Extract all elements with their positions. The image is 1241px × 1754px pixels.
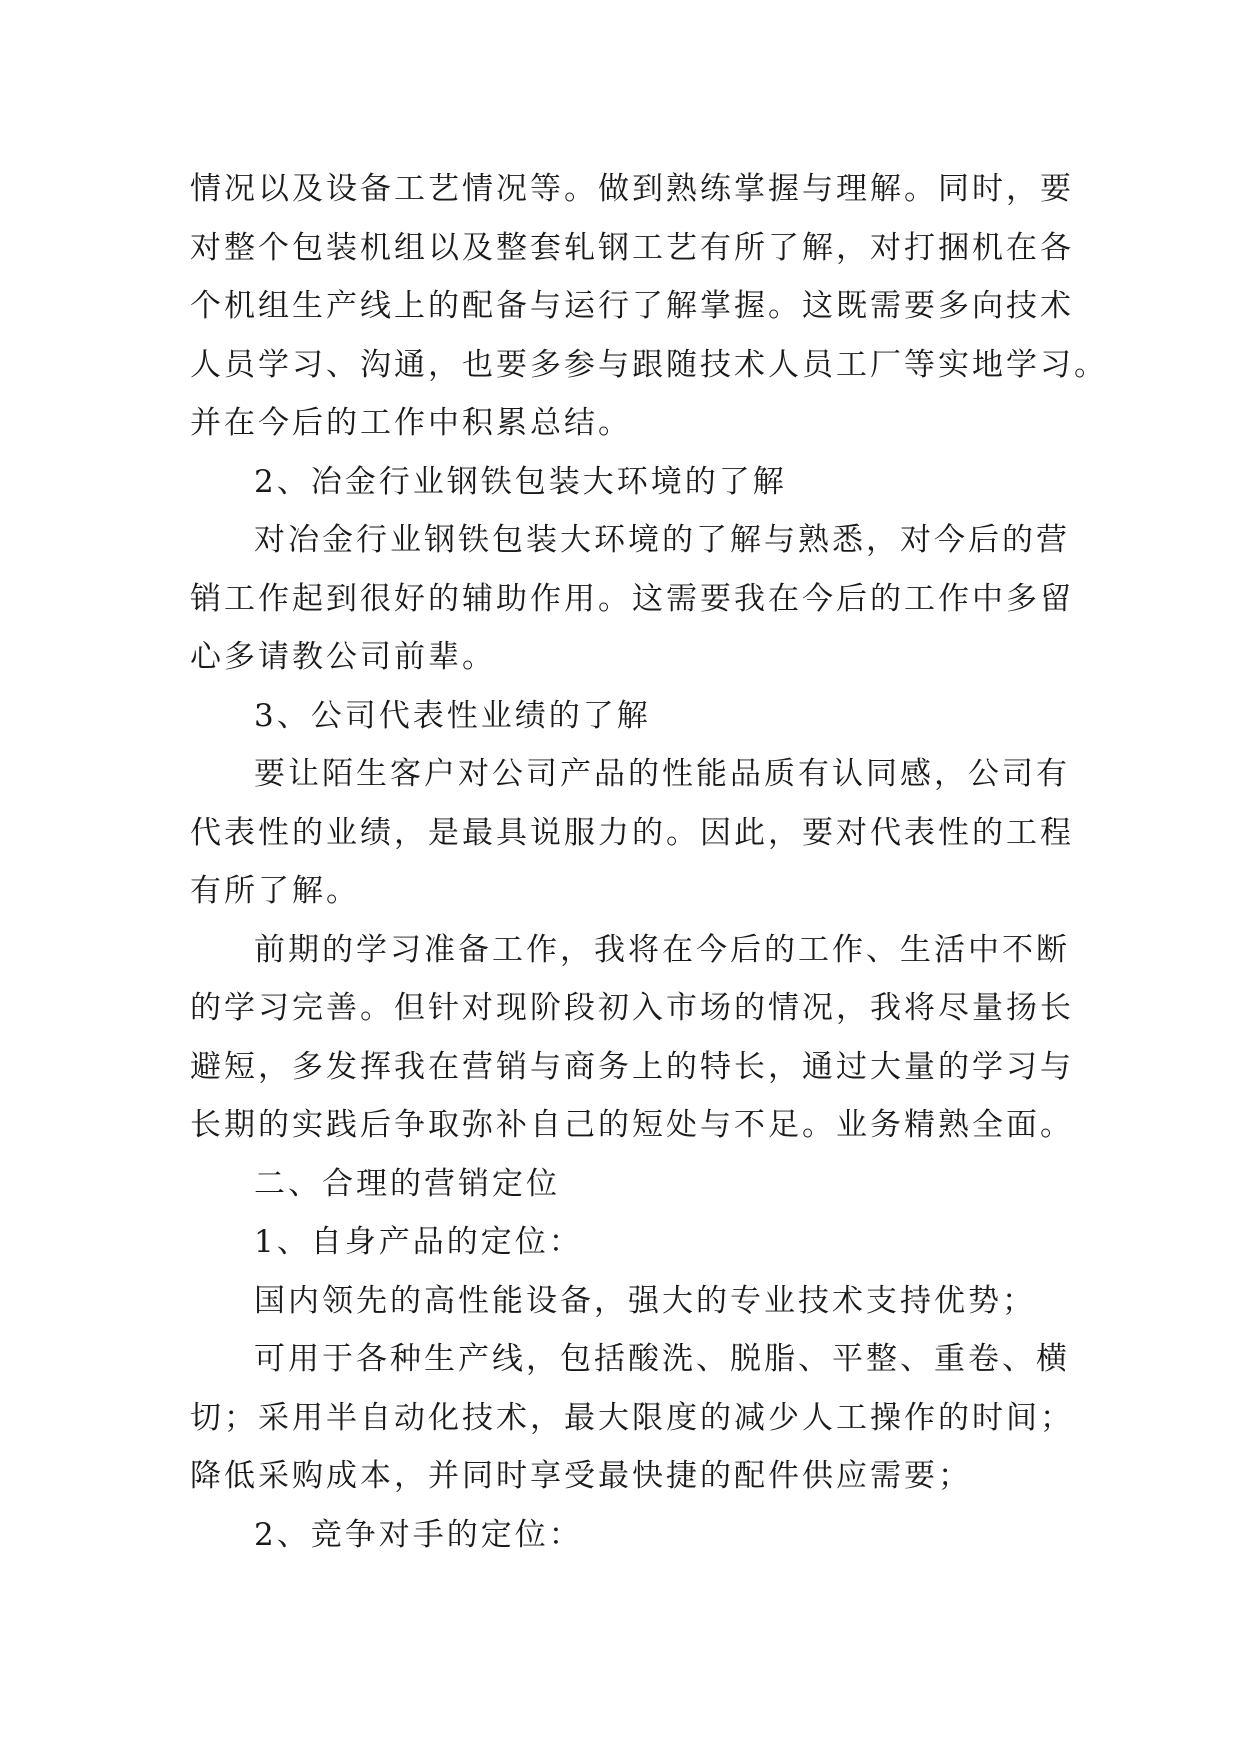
section-heading: 2、竞争对手的定位： (254, 1516, 583, 1553)
text-line: 个机组生产线上的配备与运行了解掌握。这既需要多向技术 (190, 288, 1074, 324)
text-line: 要让陌生客户对公司产品的性能品质有认同感，公司有 (254, 756, 1070, 792)
text-line: 的学习完善。但针对现阶段初入市场的情况，我将尽量扬长 (190, 990, 1074, 1026)
text-line: 长期的实践后争取弥补自己的短处与不足。业务精熟全面。 (190, 1107, 1074, 1143)
section-heading: 1、自身产品的定位： (254, 1224, 583, 1260)
text-line: 对冶金行业钢铁包装大环境的了解与熟悉，对今后的营 (254, 522, 1070, 558)
text-line: 降低采购成本，并同时享受最快捷的配件供应需要； (190, 1458, 972, 1494)
text-line: 对整个包装机组以及整套轧钢工艺有所了解，对打捆机在各 (190, 229, 1074, 266)
text-line: 前期的学习准备工作，我将在今后的工作、生活中不断 (254, 931, 1070, 968)
section-heading: 2、冶金行业钢铁包装大环境的了解 (254, 463, 787, 500)
text-line: 人员学习、沟通，也要多参与跟随技术人员工厂等实地学习。 (190, 346, 1108, 383)
text-line: 切；采用半自动化技术，最大限度的减少人工操作的时间； (190, 1399, 1074, 1436)
text-line: 可用于各种生产线，包括酸洗、脱脂、平整、重卷、横 (254, 1341, 1070, 1377)
text-line: 销工作起到很好的辅助作用。这需要我在今后的工作中多留 (190, 580, 1074, 617)
text-line: 并在今后的工作中积累总结。 (190, 405, 632, 441)
section-heading: 二、合理的营销定位 (254, 1165, 560, 1202)
text-line: 有所了解。 (190, 873, 360, 909)
text-line: 情况以及设备工艺情况等。做到熟练掌握与理解。同时，要 (190, 171, 1074, 207)
text-line: 国内领先的高性能设备，强大的专业技术支持优势； (254, 1282, 1036, 1319)
section-heading: 3、公司代表性业绩的了解 (254, 697, 651, 734)
document-body (190, 160, 1108, 1564)
text-line: 避短，多发挥我在营销与商务上的特长，通过大量的学习与 (190, 1048, 1074, 1085)
text-line: 心多请教公司前辈。 (190, 639, 496, 675)
text-line: 代表性的业绩，是最具说服力的。因此，要对代表性的工程 (190, 814, 1074, 851)
